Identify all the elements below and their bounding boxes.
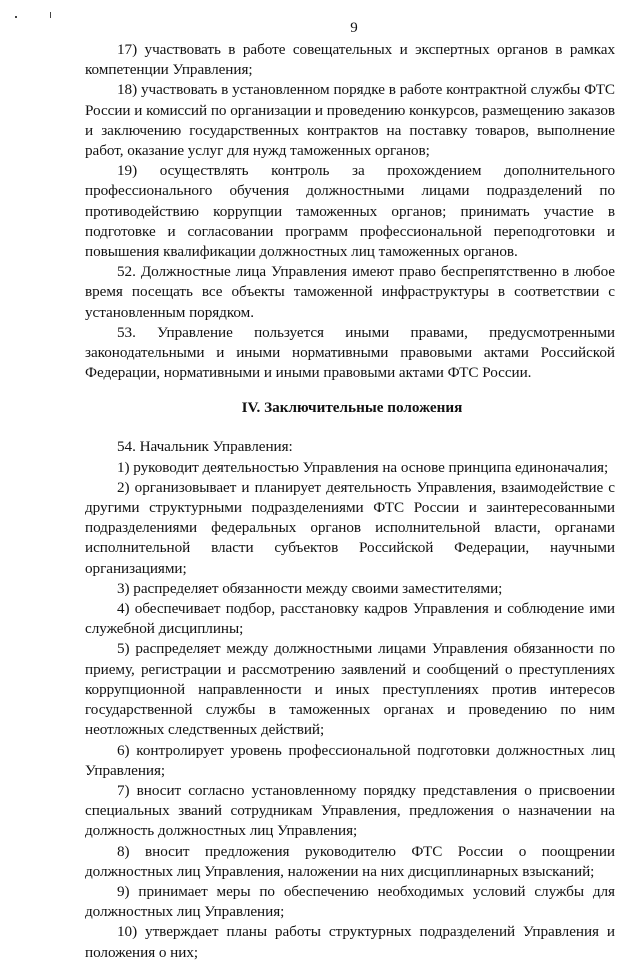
clause-54: 54. Начальник Управления:: [117, 438, 293, 456]
list-item-2: 2) организовывает и планирует деятельность Управления, взаимодействие с другими структурными подразделениями ФТС России и заинтересованными подразделениями федеральных органов исполнительной власти, органами исполнительной власти субъектов Российской Федерации, научными организациями;: [85, 478, 615, 577]
clause-52: 52. Должностные лица Управления имеют право беспрепятственно в любое время посещать все объекты таможенной инфраструктуры в соответствии с установленным порядком.: [85, 263, 615, 321]
clause-53: 53. Управление пользуется иными правами, предусмотренными законодательными и иными нормативными правовыми актами Российской Федерации, нормативными и иными правовыми актами ФТС России.: [85, 323, 615, 382]
list-item-8: 8) вносит предложения руководителю ФТС России о поощрении должностных лиц Управления, наложении на них дисциплинарных взысканий;: [85, 842, 615, 880]
list-item-3: 3) распределяет обязанности между своими заместителями;: [117, 579, 503, 597]
list-item-5: 5) распределяет между должностными лицами Управления обязанности по приему, регистрации и рассмотрению заявлений и сообщений о преступлениях коррупционной направленности и иных преступлениях против интересов государственной службы в таможенных органах и проведению по ним неотложных следственных действий;: [85, 640, 615, 739]
section-heading: IV. Заключительные положения: [241, 399, 463, 417]
list-item-6: 6) контролирует уровень профессиональной подготовки должностных лиц Управления;: [85, 741, 615, 779]
list-item-18: 18) участвовать в установленном порядке в работе контрактной службы ФТС России и комиссий по организации и проведению конкурсов, размещению заказов и заключению государственных контрактов на поставку товаров, выполнение работ, оказание услуг для нужд таможенных органов;: [85, 81, 615, 160]
list-item-9: 9) принимает меры по обеспечению необходимых условий службы для должностных лиц Управления;: [85, 882, 615, 921]
list-item-10: 10) утверждает планы работы структурных подразделений Управления и положения о них;: [85, 923, 615, 961]
list-item-17: 17) участвовать в работе совещательных и экспертных органов в рамках компетенции Управления;: [85, 41, 615, 79]
page-number: 9: [350, 20, 358, 36]
list-item-1: 1) руководит деятельностью Управления на основе принципа единоначалия;: [117, 458, 609, 476]
list-item-7: 7) вносит согласно установленному порядку представления о присвоении специальных званий сотрудникам Управления, предложения о назначении на должность должностных лиц Управления;: [85, 781, 615, 840]
scan-artifact-tick: [50, 12, 51, 18]
list-item-4: 4) обеспечивает подбор, расстановку кадров Управления и соблюдение ими служебной дисциплины;: [85, 600, 615, 638]
scan-artifact-dot: [15, 16, 17, 18]
document-page: [85, 18, 615, 963]
list-item-19: 19) осуществлять контроль за прохождением дополнительного профессионального обучения должностными лицами подразделений по противодействию коррупции таможенных органов; принимать участие в подготовке и согласовании программ профессиональной переподготовки и повышения квалификации должностных лиц таможенных органов.: [85, 162, 615, 261]
